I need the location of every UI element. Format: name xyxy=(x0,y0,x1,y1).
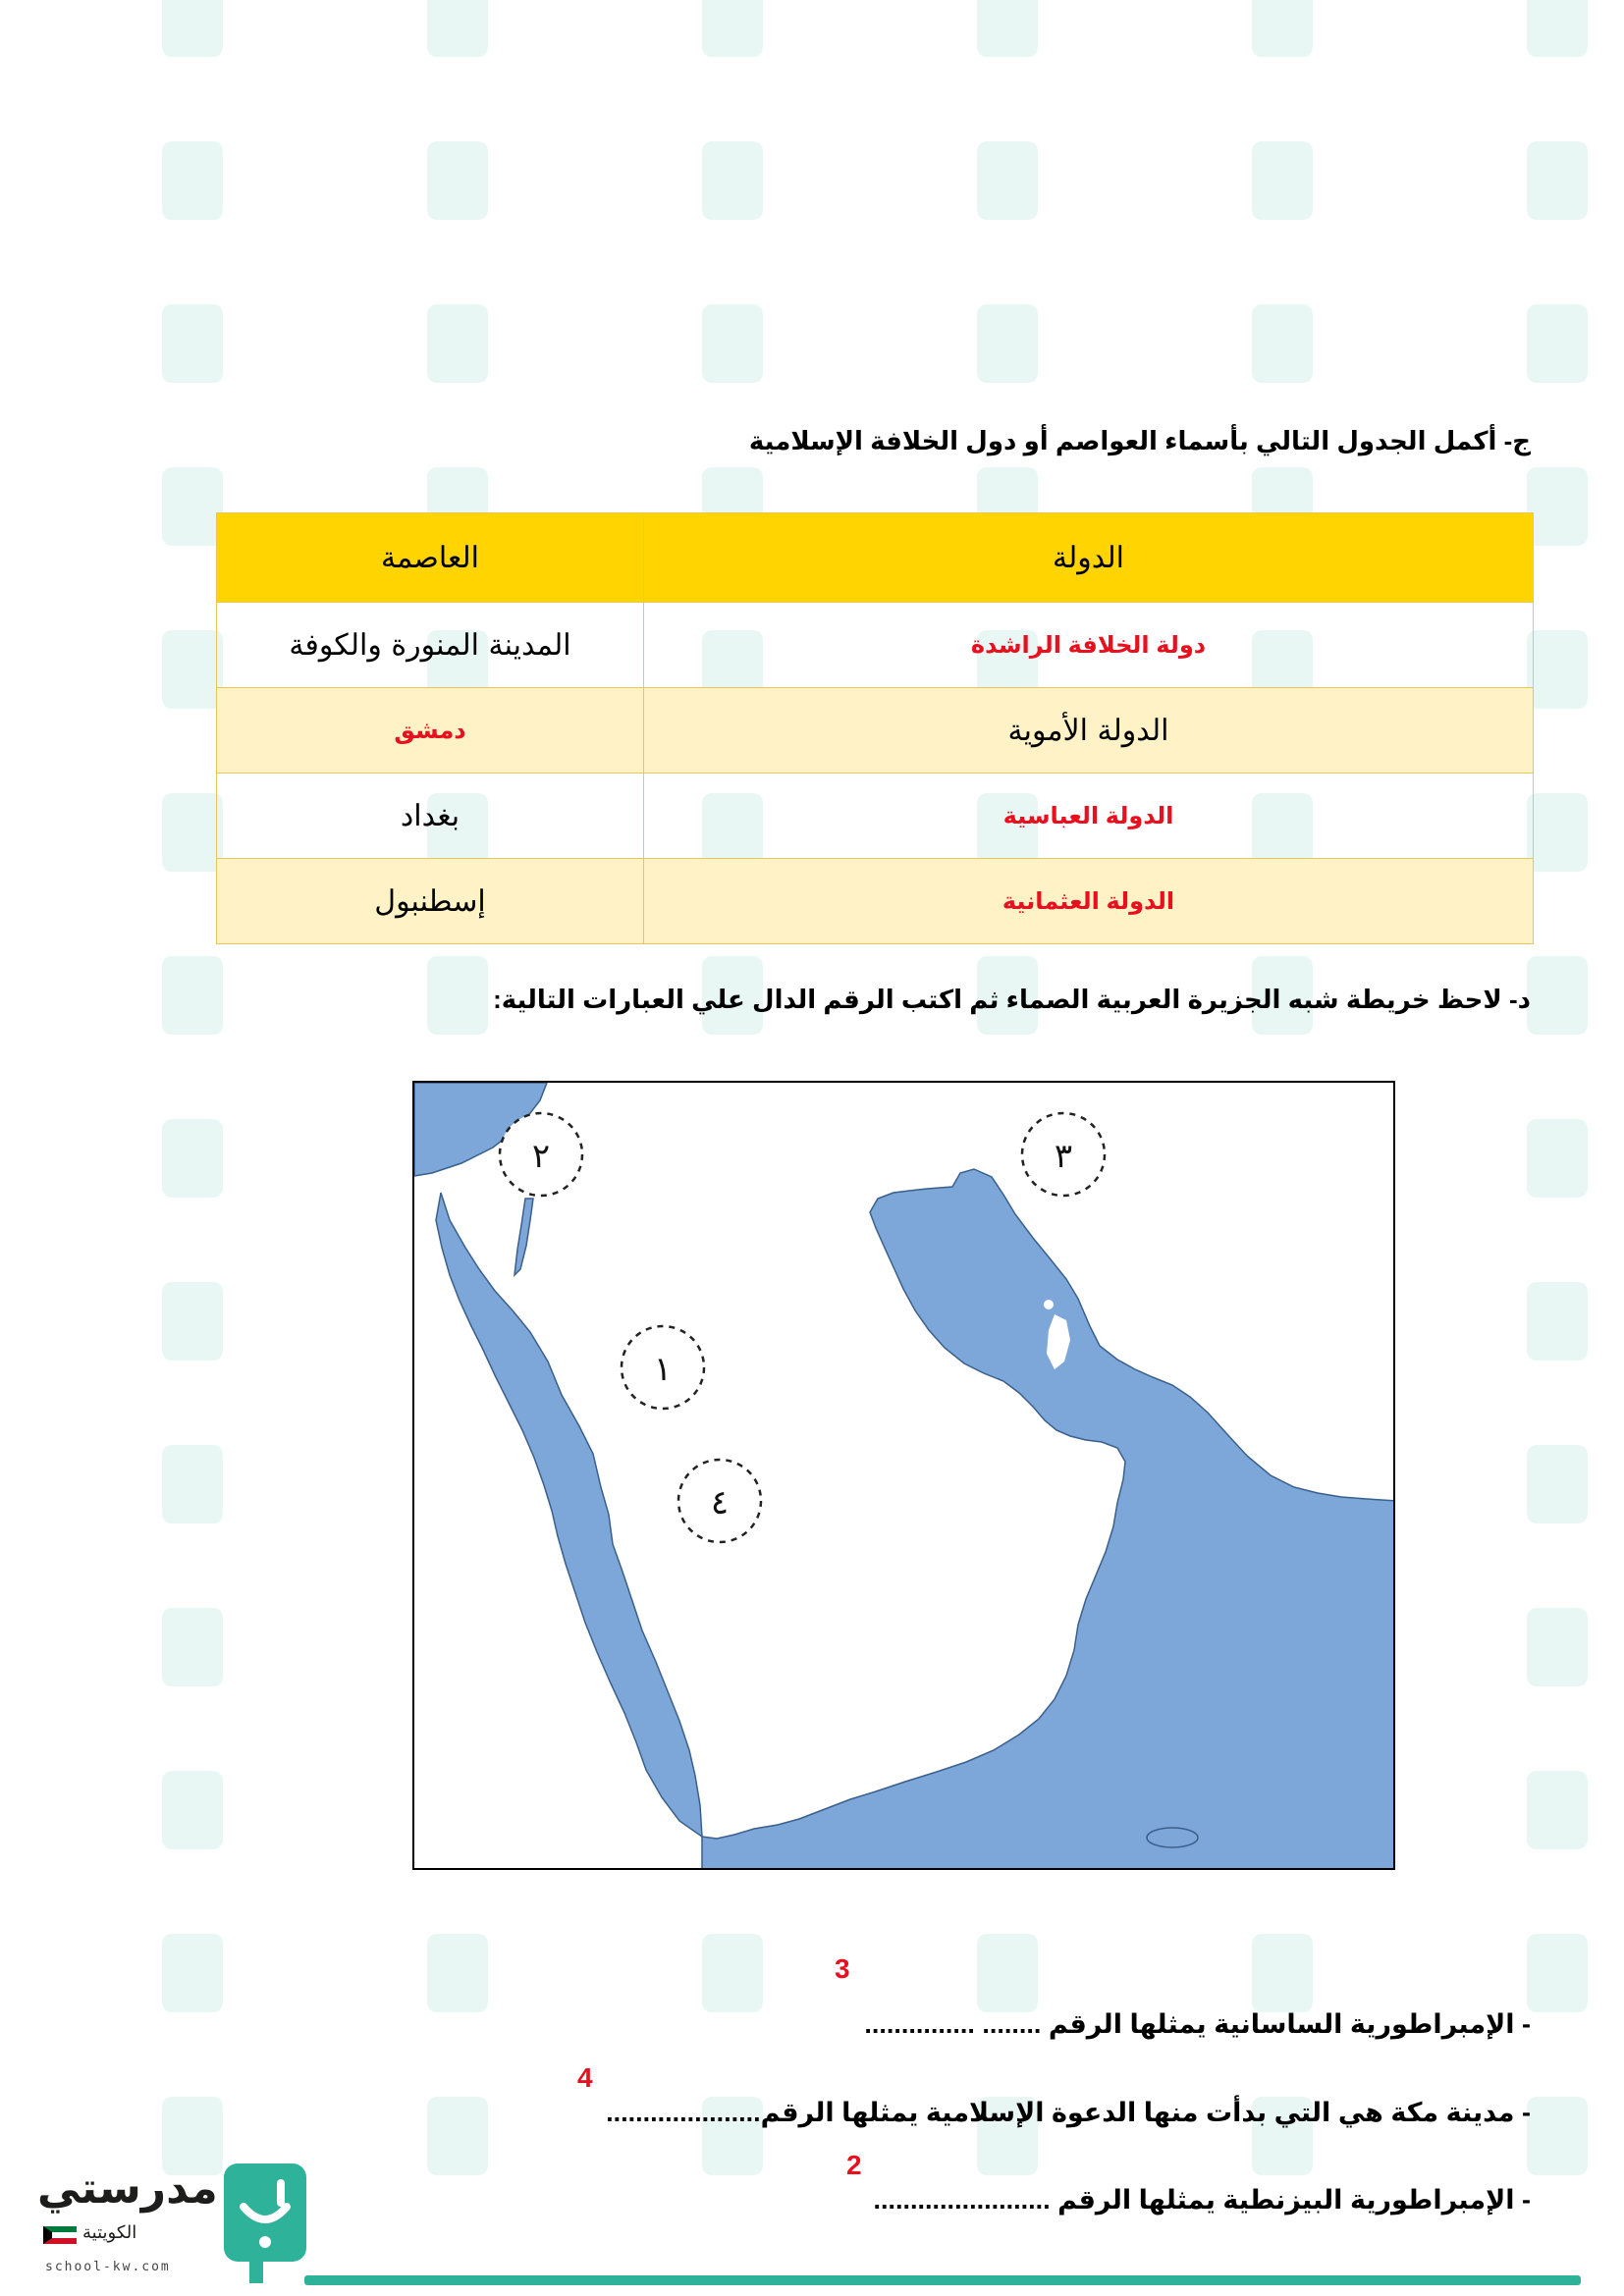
bahrain-island xyxy=(1044,1300,1054,1309)
state-cell: الدولة الأموية xyxy=(644,688,1534,774)
brand-url: school-kw.com xyxy=(45,2260,171,2274)
watermark-icon xyxy=(1527,2097,1588,2175)
watermark-logo xyxy=(39,1274,216,1382)
socotra-island xyxy=(1147,1828,1198,1847)
watermark-logo xyxy=(1404,0,1581,79)
watermark-icon xyxy=(162,0,223,57)
watermark-icon xyxy=(1527,1608,1588,1686)
watermark-icon xyxy=(1252,141,1313,220)
watermark-icon xyxy=(1527,1119,1588,1198)
table-row xyxy=(217,859,1534,944)
map-marker-1: ١ xyxy=(653,1350,673,1389)
watermark-icon xyxy=(1527,467,1588,546)
watermark-logo xyxy=(304,948,481,1056)
watermark-logo xyxy=(1129,296,1306,404)
watermark-icon xyxy=(162,630,223,709)
watermark-logo xyxy=(304,296,481,404)
watermark-logo xyxy=(39,459,216,567)
capital-cell: بغداد xyxy=(217,774,644,859)
watermark-logo xyxy=(304,0,481,79)
watermark-logo xyxy=(39,622,216,730)
watermark-icon xyxy=(162,1445,223,1523)
watermark-icon xyxy=(427,1934,488,2012)
watermark-icon xyxy=(977,304,1038,383)
watermark-icon xyxy=(702,304,763,383)
watermark-icon xyxy=(1527,141,1588,220)
watermark-icon xyxy=(1527,956,1588,1035)
watermark-icon xyxy=(427,956,488,1035)
watermark-logo xyxy=(1404,296,1581,404)
watermark-icon xyxy=(427,0,488,57)
watermark-icon xyxy=(1252,304,1313,383)
watermark-logo xyxy=(854,0,1031,79)
watermark-logo xyxy=(1404,1111,1581,1219)
watermark-logo xyxy=(579,133,756,241)
watermark-icon xyxy=(162,467,223,546)
answer-3: 2 xyxy=(846,2150,862,2180)
question-3: - الإمبراطورية البيزنطية يمثلها الرقم ........................ xyxy=(873,2185,1531,2215)
watermark-icon xyxy=(427,2097,488,2175)
question-1: - الإمبراطورية الساسانية يمثلها الرقم ........ ............... xyxy=(864,2009,1531,2039)
watermark-icon xyxy=(162,793,223,872)
state-cell: دولة الخلافة الراشدة xyxy=(644,603,1534,688)
watermark-logo xyxy=(39,1111,216,1219)
watermark-icon xyxy=(702,1934,763,2012)
watermark-logo xyxy=(1404,1600,1581,1708)
header-capital: العاصمة xyxy=(217,513,644,603)
table-row xyxy=(217,688,1534,774)
watermark-icon xyxy=(1527,1282,1588,1361)
watermark-logo xyxy=(1404,1763,1581,1871)
watermark-icon xyxy=(162,1282,223,1361)
watermark-icon xyxy=(1252,1934,1313,2012)
map-marker-3: ٣ xyxy=(1054,1137,1073,1176)
watermark-logo xyxy=(39,1926,216,2034)
watermark-logo xyxy=(1404,1274,1581,1382)
capitals-table xyxy=(216,512,1534,944)
watermark-logo xyxy=(39,948,216,1056)
question-2: - مدينة مكة هي التي بدأت منها الدعوة الإسلامية يمثلها الرقم..................... xyxy=(606,2098,1531,2127)
watermark-icon xyxy=(162,141,223,220)
kuwait-flag-icon xyxy=(43,2226,77,2244)
watermark-logo xyxy=(854,296,1031,404)
watermark-icon xyxy=(1527,793,1588,872)
watermark-icon xyxy=(1527,1445,1588,1523)
watermark-logo xyxy=(39,1763,216,1871)
watermark-logo xyxy=(304,2089,481,2197)
watermark-icon xyxy=(162,1771,223,1849)
section-d-heading: د- لاحظ خريطة شبه الجزيرة العربية الصماء ثم اكتب الرقم الدال علي العبارات التالية: xyxy=(493,985,1531,1014)
watermark-logo xyxy=(854,133,1031,241)
brand-logo xyxy=(37,2163,293,2285)
watermark-icon xyxy=(977,0,1038,57)
state-cell: الدولة العثمانية xyxy=(644,859,1534,944)
brand-name: مدرستي xyxy=(37,2163,218,2214)
watermark-icon xyxy=(1527,0,1588,57)
watermark-icon xyxy=(1527,304,1588,383)
watermark-icon xyxy=(1527,1934,1588,2012)
watermark-logo xyxy=(304,1926,481,2034)
watermark-logo xyxy=(1404,133,1581,241)
answer-2: 4 xyxy=(577,2062,593,2093)
brand-subtitle: الكويتية xyxy=(82,2222,137,2243)
red-sea xyxy=(436,1193,702,1837)
watermark-logo xyxy=(39,0,216,79)
watermark-logo xyxy=(1129,133,1306,241)
watermark-icon xyxy=(162,956,223,1035)
table-row xyxy=(217,603,1534,688)
watermark-logo xyxy=(304,133,481,241)
watermark-logo xyxy=(39,785,216,893)
watermark-icon xyxy=(162,1934,223,2012)
watermark-logo xyxy=(579,1926,756,2034)
watermark-icon xyxy=(162,1608,223,1686)
watermark-icon xyxy=(702,0,763,57)
book-logo-icon xyxy=(220,2163,310,2285)
watermark-logo xyxy=(579,0,756,79)
arabian-peninsula-map xyxy=(412,1081,1395,1870)
map-marker-4: ٤ xyxy=(710,1483,730,1522)
watermark-logo xyxy=(39,1600,216,1708)
capital-cell: دمشق xyxy=(217,688,644,774)
table-header-row xyxy=(217,513,1534,603)
watermark-logo xyxy=(1404,1437,1581,1545)
watermark-icon xyxy=(1252,0,1313,57)
watermark-icon xyxy=(162,1119,223,1198)
watermark-icon xyxy=(977,141,1038,220)
watermark-icon xyxy=(702,141,763,220)
answer-1: 3 xyxy=(835,1953,850,1984)
footer-divider xyxy=(304,2275,1581,2285)
section-c-heading: ج- أكمل الجدول التالي بأسماء العواصم أو دول الخلافة الإسلامية xyxy=(748,426,1531,455)
header-state: الدولة xyxy=(644,513,1534,603)
watermark-icon xyxy=(1527,1771,1588,1849)
capital-cell: إسطنبول xyxy=(217,859,644,944)
state-cell: الدولة العباسية xyxy=(644,774,1534,859)
map-drawing xyxy=(414,1083,1395,1870)
capital-cell: المدينة المنورة والكوفة xyxy=(217,603,644,688)
table-row xyxy=(217,774,1534,859)
watermark-logo xyxy=(39,296,216,404)
watermark-logo xyxy=(39,133,216,241)
watermark-icon xyxy=(427,304,488,383)
watermark-icon xyxy=(162,304,223,383)
watermark-logo xyxy=(1129,0,1306,79)
gulf-of-aqaba xyxy=(514,1199,533,1275)
watermark-icon xyxy=(977,1934,1038,2012)
map-marker-2: ٢ xyxy=(531,1137,551,1176)
watermark-logo xyxy=(39,1437,216,1545)
persian-gulf xyxy=(702,1169,1395,1870)
watermark-icon xyxy=(427,141,488,220)
watermark-logo xyxy=(579,296,756,404)
watermark-icon xyxy=(1527,630,1588,709)
